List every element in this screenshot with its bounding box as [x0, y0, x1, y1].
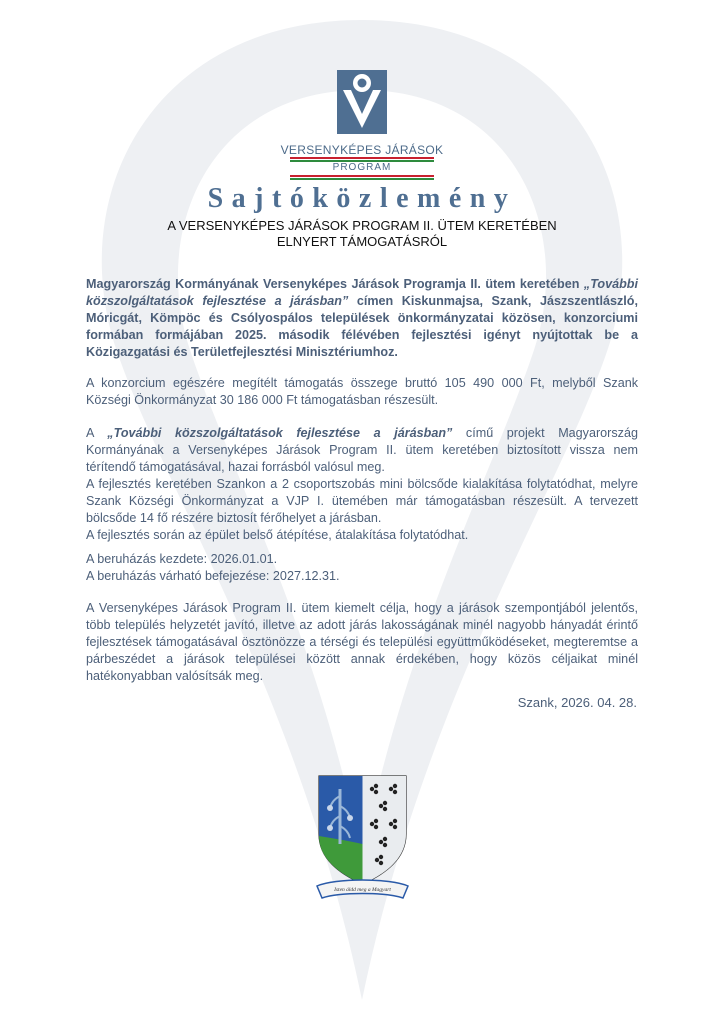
page-subtitle [0, 218, 724, 250]
location-pin-v-icon [337, 70, 387, 134]
goal-paragraph [86, 600, 638, 685]
coat-motto: Isten áldd meg a Magyart [334, 887, 391, 893]
flag-stripe-red [290, 175, 434, 177]
subtitle-line-1: A VERSENYKÉPES JÁRÁSOK PROGRAM II. ÜTEM KERETÉBEN [167, 218, 557, 233]
intro-text-b: címen Kiskunmajsa, Szank, Jászszentlászló, Móricgát, Kömpöc és Csólyospálos települések önkormányzatai közösen, konzorciumi formában formájában 2025. második félévében fejlesztési igényt nyújtottak be a Közigazgatási és Területfejlesztési Minisztériumhoz. [86, 294, 638, 359]
program-name: VERSENYKÉPES JÁRÁSOK [280, 143, 444, 157]
intro-paragraph [86, 276, 638, 361]
project-paragraph [86, 425, 638, 544]
schedule-paragraph [86, 551, 638, 585]
project-text-a: A [86, 426, 108, 440]
place-date: Szank, 2026. 04. 28. [517, 695, 637, 710]
funding-paragraph [86, 375, 638, 409]
project-title-quote: „További közszolgáltatások fejlesztése a járásban” [86, 277, 638, 308]
page-title: Sajtóközlemény [207, 183, 517, 214]
nursery-text: A fejlesztés keretében Szankon a 2 csoportszobás mini bölcsőde kialakítása folytatódhat, melyre Szank Községi Önkormányzat a VJP I. ütemében már támogatásban részesült. A tervezett bölcsőde 14 fő részére biztosít férőhelyet a járásban. [86, 477, 638, 525]
flag-stripe-green [290, 178, 434, 180]
project-text-b: című projekt Magyarország Kormányának a Versenyképes Járások Program II. ütem keretében biztosított vissza nem térítendő támogatásával, hazai forrásból valósul meg. [86, 426, 638, 474]
coat-of-arms-icon [315, 774, 410, 904]
end-date-text: A beruházás várható befejezése: 2027.12.31. [86, 569, 340, 583]
start-date-text: A beruházás kezdete: 2026.01.01. [86, 552, 278, 566]
intro-text-a: Magyarország Kormányának Versenyképes Járások Programja II. ütem keretében [86, 277, 584, 291]
project-title-quote: „További közszolgáltatások fejlesztése a járásban” [107, 426, 453, 440]
funding-text: A konzorcium egészére megítélt támogatás összege bruttó 105 490 000 Ft, melyből Szank Községi Önkormányzat 30 186 000 Ft támogatásban részesült. [86, 376, 638, 407]
goal-text: A Versenyképes Járások Program II. ütem kiemelt célja, hogy a járások szempontjából jelentős, több település helyzetét javító, illetve az adott járás lakosságának minél nagyobb hányadát érintő fejlesztések támogatásával ösztönözze a térségi és települési együttműködéseket, megteremtse a párbeszédet a járások települései között annak érdekében, hogy közös céljaikat minél hatékonyabban valósítsák meg. [86, 601, 638, 683]
subtitle-line-2: ELNYERT TÁMOGATÁSRÓL [276, 234, 448, 249]
renovation-text: A fejlesztés során az épület belső átépítése, átalakítása folytatódhat. [86, 528, 469, 542]
flag-stripe-red [290, 157, 434, 159]
program-subtitle: PROGRAM [332, 162, 392, 173]
